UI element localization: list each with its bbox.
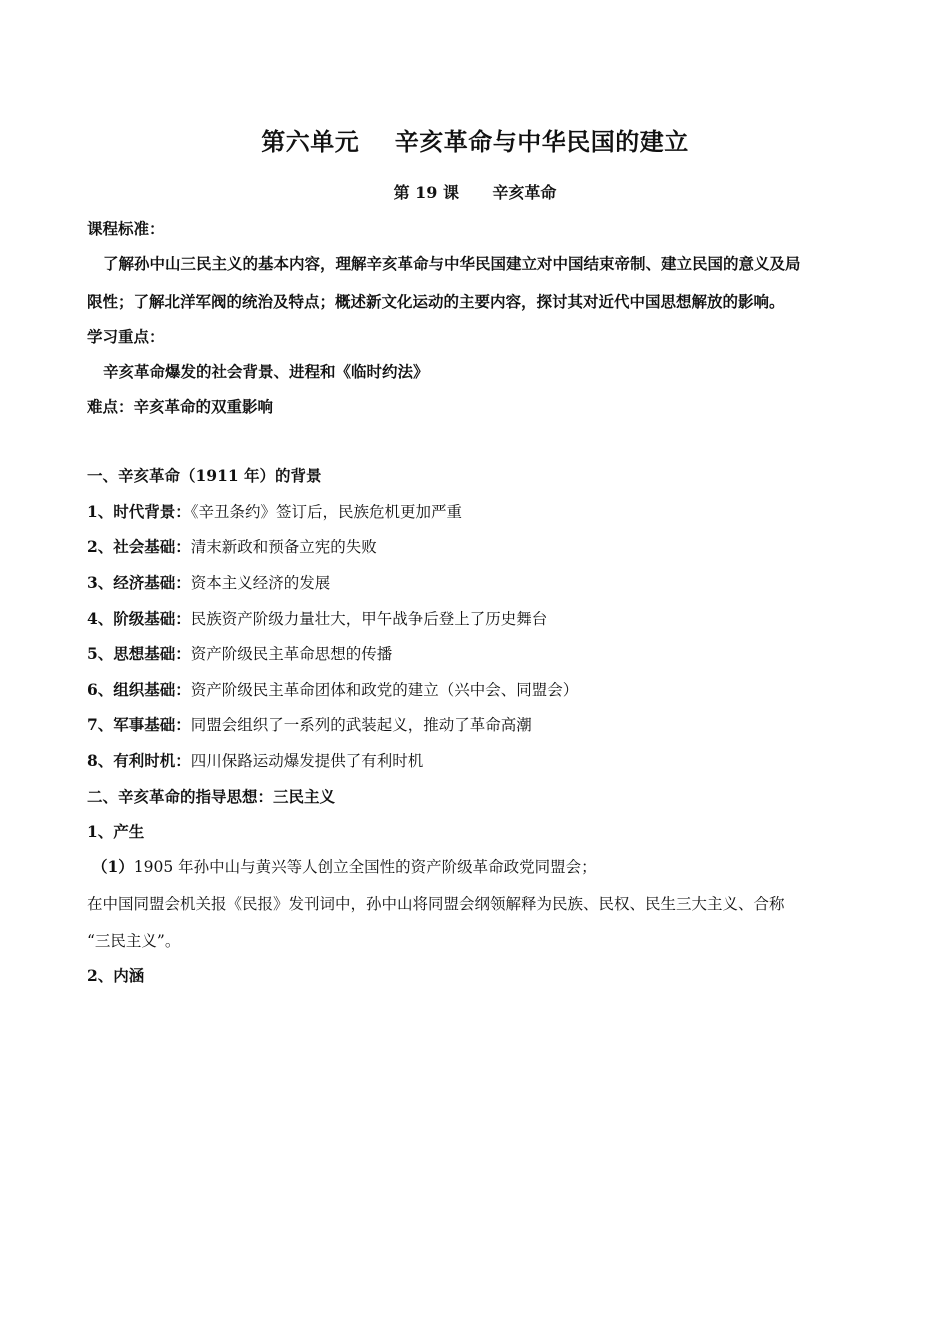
focus-content: 辛亥革命爆发的社会背景、进程和《临时约法》: [103, 362, 429, 381]
background-item: [87, 500, 867, 524]
focus-heading: 学习重点：: [87, 327, 165, 346]
origin-point-1-text: 1905 年孙中山与黄兴等人创立全国性的资产阶级革命政党同盟会；: [133, 858, 597, 876]
origin-point-1: [92, 855, 872, 879]
origin-point-1-label: （1）: [92, 857, 134, 876]
standards-heading: 课程标准：: [87, 219, 165, 238]
background-item-label: 7、军事基础：: [87, 715, 191, 734]
lesson-subtitle: 第 19 课 辛亥革命: [393, 183, 557, 202]
background-item-label: 8、有利时机：: [87, 751, 191, 770]
background-item-text: 资产阶级民主革命思想的传播: [190, 645, 393, 663]
background-item: [87, 535, 867, 559]
background-item: [87, 749, 867, 773]
difficulty-line: 难点：辛亥革命的双重影响: [87, 397, 274, 416]
standards-line-1: 了解孙中山三民主义的基本内容，理解辛亥革命与中华民国建立对中国结束帝制、建立民国的意义及局: [103, 254, 801, 273]
background-item-label: 5、思想基础：: [87, 644, 191, 663]
page-title: 第六单元 辛亥革命与中华民国的建立: [261, 127, 689, 156]
background-item-text: 清末新政和预备立宪的失败: [190, 538, 377, 556]
background-item-text: 资本主义经济的发展: [190, 574, 331, 592]
background-item-text: 同盟会组织了一系列的武装起义，推动了革命高潮: [190, 716, 532, 734]
background-item-text: 《辛丑条约》签订后，民族危机更加严重: [190, 503, 463, 521]
background-item-label: 4、阶级基础：: [87, 609, 191, 628]
background-item: [87, 713, 867, 737]
background-item-text: 民族资产阶级力量壮大，甲午战争后登上了历史舞台: [190, 610, 548, 628]
background-item: [87, 571, 867, 595]
background-item-label: 6、组织基础：: [87, 680, 191, 699]
section-2-heading: 二、辛亥革命的指导思想：三民主义: [87, 787, 336, 806]
background-item: [87, 642, 867, 666]
background-item: [87, 678, 867, 702]
standards-line-2: 限性；了解北洋军阀的统治及特点；概述新文化运动的主要内容，探讨其对近代中国思想解放的影响。: [87, 292, 785, 311]
origin-paragraph-line-1: 在中国同盟会机关报《民报》发刊词中，孙中山将同盟会纲领解释为民族、民权、民生三大主义、合称: [87, 895, 785, 913]
background-item-text: 四川保路运动爆发提供了有利时机: [190, 752, 424, 770]
origin-paragraph-line-2: “三民主义”。: [87, 932, 181, 950]
background-item: [87, 607, 867, 631]
subsection-content: 2、内涵: [87, 966, 145, 985]
background-item-text: 资产阶级民主革命团体和政党的建立（兴中会、同盟会）: [190, 681, 579, 699]
background-item-label: 1、时代背景：: [87, 502, 191, 521]
subsection-origin: 1、产生: [87, 822, 145, 841]
section-1-heading: 一、辛亥革命（1911 年）的背景: [87, 466, 322, 485]
background-item-label: 2、社会基础：: [87, 537, 191, 556]
background-item-label: 3、经济基础：: [87, 573, 191, 592]
